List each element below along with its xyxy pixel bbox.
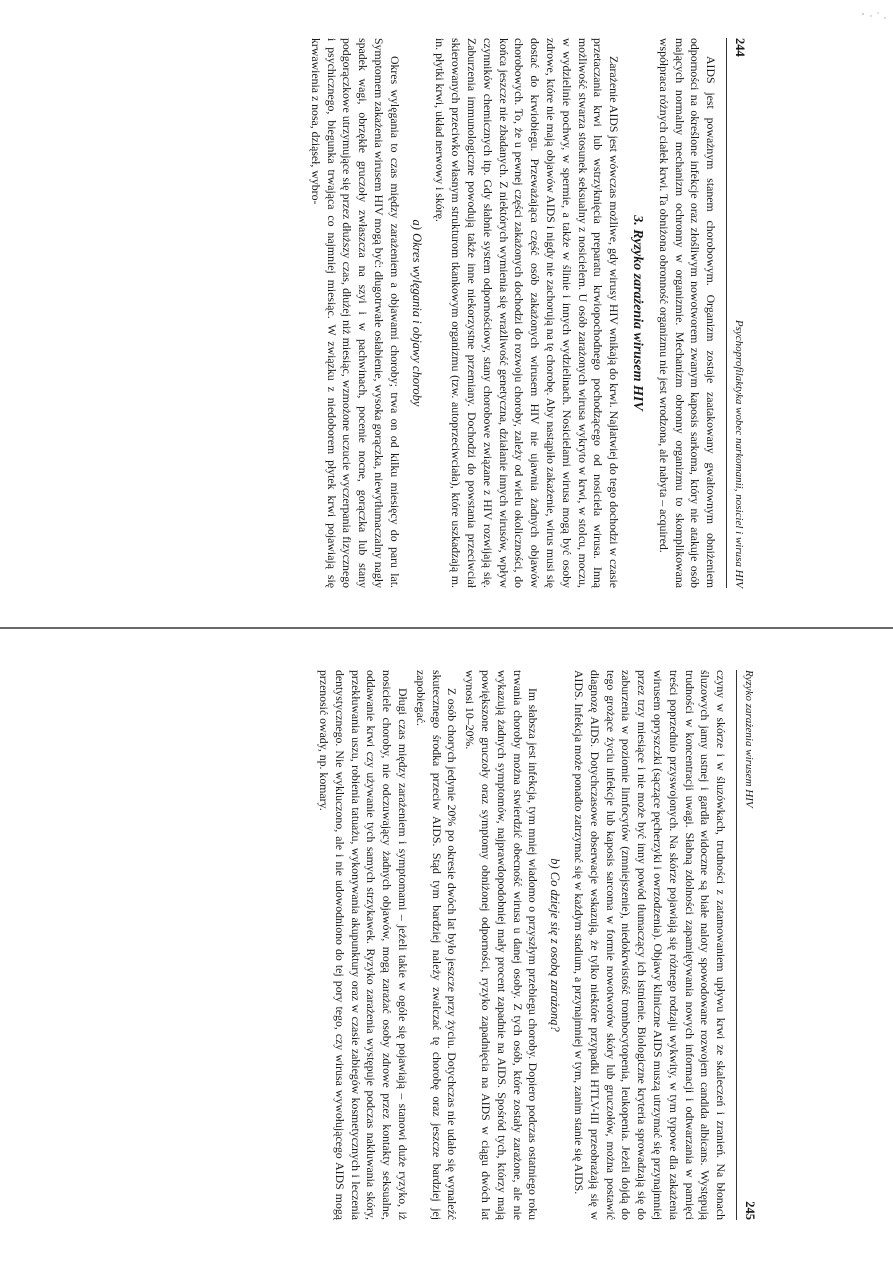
section-paragraph: Zarażenie AIDS jest wówczas możliwe, gdy wirusy HIV wnikają do krwi. Najłatwiej do tego dochodzi w czasie przetaczania krwi lub wstrzyknięcia preparatu krwiopochodnego pochodzącego od nosiciela wirusa. Inną możliwość stwarza stosunek seksualny z nosicielem. U osób zarażonych wirusa wykryto w krwi, w stolcu, moczu, w wydzielinie pochwy, w spermie, a także w ślinie i innych wydzielinach. Nosicielami wirusa mogą być osoby zdrowe, które nie mają objawów AIDS i nigdy nie zachorują na tę chorobę. Aby nastąpiło zakażenie, wirus musi się dostać do krwiobiegu. Przeważająca część osób zakażonych wirusem HIV nie ujawnia żadnych objawów chorobowych. To, że u pewnej części zakażonych dochodzi do rozwoju choroby, zależy od wielu okoliczności, do końca jeszcze nie zbadanych. Z niektórych wymienia się wrażliwość genetyczna, działanie innych wirusów, wpływ czynników chemicznych itp. Gdy słabnie system odpornościowy, stany chorobowe związane z HIV rozwijają się. Zaburzenia immunologiczne powodują także inne niekorzystne przemiany. Dochodzi do powstania przeciwciał skierowanych przeciwko własnym strukturom tkankowym organizmu (tzw. autoprzeciwciała), które uszkadzają m. in. płytki krwi, układ nerwowy i skórę. xyxy=(432,38,621,588)
scan-noise-specks xyxy=(833,0,893,30)
subsection-b-paragraph-2: Z osób chorych jedynie 20% po okresie dwóch lat było jeszcze przy życiu. Dotychczas nie udało się wynaleźć skutecznego środka przeciw AIDS. Stąd tym bardziej należy zwalczać tę chorobę oraz jeszcze bardziej jej zapobiegać. xyxy=(413,670,459,1220)
right-page xyxy=(137,670,757,1220)
subsection-a-title: a) Okres wylęgania i objawy choroby xyxy=(409,219,424,407)
subsection-b-paragraph-3: Długi czas między zarażeniem i symptomami – jeżeli takie w ogóle się pojawiają – stanowi duże ryzyko, iż nosiciele choroby, nie odczuwający żadnych objawów, mogą zarażać osoby zdrowe przez kontakty seksualne, oddawanie krwi czy używanie tych samych strzykawek. Ryzyko zarażenia występuje podczas nakłuwania skóry, przekłuwania uszu, robienia tatuażu, wykonywania akupunktury oraz w czasie zabiegów kosmetycznych i leczenia dentystycznego. Nie wykluczono, ale i nie udowodniono do tej pory tego, czy wirusa wywołującego AIDS mogą przenosić owady, np. komary. xyxy=(316,670,410,1220)
subsection-b-paragraph-1: Im słabsza jest infekcja, tym mniej wiadomo o przyszłym przebiegu choroby. Dopiero podczas ostatniego roku trwania choroby można stwierdzić obecność wirusa u danej osoby. Z tych osób, które zostały zarażone, ale nie wykazują żadnych symptomów, najprawdopodobniej mały procent zapadnie na AIDS. Spośród tych, którzy mają powiększone gruczoły oraz symptomy obniżonej odporności, ryzyko zapadnięcia na AIDS w ciągu dwóch lat wynosi 10–20%. xyxy=(462,670,540,1220)
continuation-paragraph: czyny w skórze i w śluzówkach, trudności z zatamowaniem upływu krwi ze skaleczeń i zranień. Na błonach śluzowych jamy ustnej i gardła widoczne są białe naloty spowodowane rozwojem candida albicans. Występują trudności w koncentracji uwagi. Słabną zdolności zapamiętywania nowych informacji i odtwarzania w pamięci treści poprzednio przyswojonych. Na skórze pojawiają się różnego rodzaju wykwity, w tym typowe dla zakażenia wirusem opryszczki (sączące pęcherzyki i owrzodzenia). Objawy kliniczne AIDS muszą utrzymać się przynajmniej przez trzy miesiące i nie może być inny powód tłumaczący ich istnienie. Biologiczne kryteria sprowadzają się do zaburzenia w poziomie limfocytów (zmniejszenie), niedokrwistość trombocytopenia, leukopenia. Jeżeli dojdą do tego grożące życiu infekcje lub kaposis sarcoma w formie nowotworów skóry lub gruczołów, można postawić diagnozę AIDS. Dotychczasowe obserwacje wskazują, że tylko niektóre przypadki HTLV-III przeobrażają się w AIDS. Infekcja może ponadto zatrzymać się w każdym stadium, a przynajmniej w tym, zanim stanie się AIDS. xyxy=(571,670,728,1220)
book-gutter-line xyxy=(0,627,893,629)
right-page-number: 245 xyxy=(742,1201,757,1220)
left-page-number: 244 xyxy=(732,38,747,57)
right-running-header xyxy=(736,670,757,1220)
left-running-head: Psychoprofilaktyka wobec narkomanii, nosiciel i wirusa HIV xyxy=(732,319,745,588)
left-running-header xyxy=(726,38,747,588)
subsection-b-title: b) Co dzieje się z osobą zarażoną? xyxy=(547,858,562,1032)
left-intro-paragraph: AIDS jest poważnym stanem chorobowym. Organizm zostaje zaatakowany gwałtownym obniżeniem odporności na określone infekcje oraz złośliwym nowotworem zwanym kaposis sarkoma, który nie atakuje osób mających normalny mechanizm ochronny w organizmie. Mechanizm obronny organizmu to skomplikowana współpraca różnych ciałek krwi. Ta obniżona obronność organizmu nie jest wrodzona, ale nabyta – acquired. xyxy=(656,38,718,588)
subsection-a-paragraph: Okres wylęgania to czas między zarażeniem a objawami choroby; trwa on od kilku miesięcy do paru lat. Symptomem zakażenia wirusem HIV mogą być: długotrwałe osłabienie, wysoka gorączka, niewytłumaczalny nagły spadek wagi, obrzękłe gruczoły zwłaszcza na szyi i w pachwinach, pocenie nocne, gorączka lub stany podgorączkowe utrzymujące się przez dłuższy czas, dłużej niż miesiąc, wzmożone uczucie wyczerpania fizycznego i psychicznego, biegunka trwająca co najmniej miesiąc. W związku z niedoborem płytek krwi pojawiają się krwawienia z nosa, dziąseł, wybro- xyxy=(308,38,402,588)
section-title: 3. Ryzyko zarażenia wirusem HIV xyxy=(629,215,645,411)
right-running-head: Ryzyko zarażenia wirusem HIV xyxy=(742,670,755,808)
left-page xyxy=(147,38,747,588)
